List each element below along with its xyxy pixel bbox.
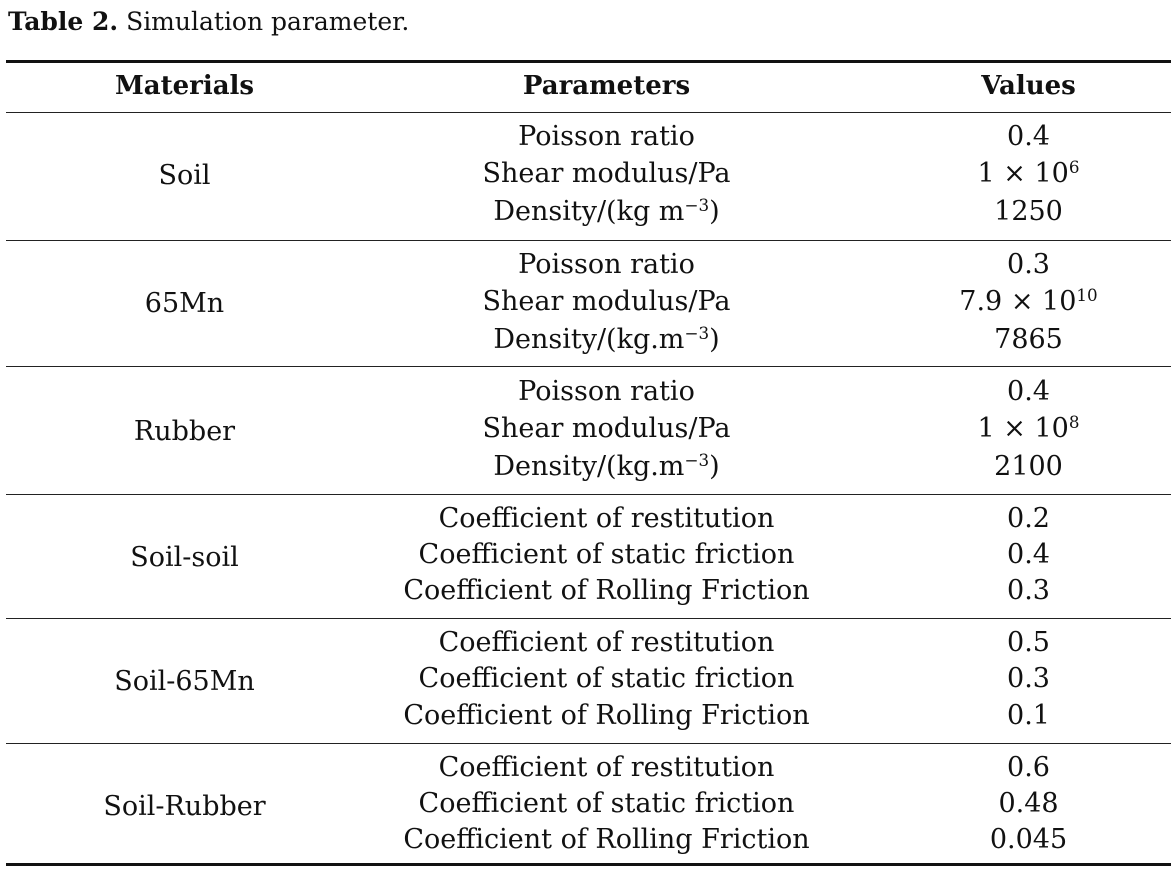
value-exponent: 8: [1068, 411, 1080, 432]
value-cell: [850, 411, 1173, 447]
parameter-cell: Coefficient of Rolling Friction: [403, 575, 810, 606]
parameter-cell: Shear modulus/Pa: [482, 158, 731, 189]
material-cell: Soil-soil: [130, 542, 239, 573]
parameter-cell: Coefficient of restitution: [438, 503, 775, 534]
value-cell: 0.3: [1007, 663, 1050, 694]
parameter-cell: [363, 449, 850, 485]
header-rule: [6, 112, 1171, 113]
parameter-tail: ): [709, 324, 720, 355]
header-materials: Materials: [114, 71, 255, 101]
material-cell: Soil-Rubber: [103, 791, 266, 822]
value-cell: 0.045: [989, 824, 1068, 855]
parameter-cell: Shear modulus/Pa: [482, 286, 731, 317]
parameter-cell: Poisson ratio: [518, 249, 695, 280]
value-base: 7.9 × 10: [959, 286, 1077, 317]
parameter-cell: Coefficient of restitution: [438, 752, 775, 783]
caption-text: Simulation parameter.: [126, 7, 410, 36]
group-rule: [6, 494, 1171, 495]
value-cell: 0.3: [1007, 575, 1050, 606]
parameter-base: Density/(kg.m: [493, 451, 685, 482]
table-group-soil-soil: [6, 500, 1171, 618]
value-cell: 7865: [994, 324, 1063, 355]
group-rule: [6, 618, 1171, 619]
parameter-cell: Coefficient of restitution: [438, 627, 775, 658]
value-cell: 0.4: [1007, 376, 1050, 407]
parameter-tail: ): [709, 451, 720, 482]
top-rule: [6, 60, 1171, 63]
group-rule: [6, 240, 1171, 241]
material-cell: Soil: [158, 160, 211, 191]
parameter-cell: Coefficient of Rolling Friction: [403, 824, 810, 855]
value-cell: [850, 156, 1173, 192]
parameter-base: Density/(kg.m: [493, 324, 685, 355]
value-exponent: 6: [1068, 156, 1080, 177]
table-group-65mn: [6, 246, 1171, 368]
parameter-cell: Poisson ratio: [518, 121, 695, 152]
table-caption: [8, 6, 409, 38]
value-cell: 0.48: [998, 788, 1059, 819]
value-cell: 0.3: [1007, 249, 1050, 280]
value-base: 1 × 10: [977, 158, 1069, 189]
parameter-exponent: −3: [684, 194, 710, 215]
value-cell: 2100: [994, 451, 1063, 482]
header-values: Values: [981, 71, 1076, 101]
caption-label: Table 2.: [8, 7, 119, 36]
value-base: 1 × 10: [977, 413, 1069, 444]
value-cell: 0.2: [1007, 503, 1050, 534]
parameter-cell: Coefficient of static friction: [418, 788, 795, 819]
value-cell: 0.4: [1007, 539, 1050, 570]
value-cell: 1250: [994, 196, 1063, 227]
table-group-soil: [6, 118, 1171, 240]
parameter-cell: Coefficient of static friction: [418, 663, 795, 694]
bottom-rule: [6, 863, 1171, 866]
parameter-cell: Poisson ratio: [518, 376, 695, 407]
parameter-cell: Shear modulus/Pa: [482, 413, 731, 444]
table-header-row: [6, 66, 1171, 110]
table-group-soil-65mn: [6, 624, 1171, 742]
header-parameters: Parameters: [522, 71, 691, 101]
group-rule: [6, 743, 1171, 744]
value-cell: 0.5: [1007, 627, 1050, 658]
value-cell: 0.6: [1007, 752, 1050, 783]
material-cell: Soil-65Mn: [114, 666, 255, 697]
value-cell: [850, 284, 1173, 320]
table-group-rubber: [6, 372, 1171, 494]
group-rule: [6, 366, 1171, 367]
material-cell: Rubber: [133, 416, 236, 447]
parameter-cell: [363, 194, 850, 230]
value-exponent: 10: [1076, 284, 1098, 305]
value-cell: 0.4: [1007, 121, 1050, 152]
material-cell: 65Mn: [144, 288, 225, 319]
parameter-exponent: −3: [684, 322, 710, 343]
parameter-exponent: −3: [684, 449, 710, 470]
parameter-cell: Coefficient of static friction: [418, 539, 795, 570]
value-cell: 0.1: [1007, 700, 1050, 731]
parameter-cell: [363, 322, 850, 358]
table-group-soil-rubber: [6, 749, 1171, 861]
parameter-cell: Coefficient of Rolling Friction: [403, 700, 810, 731]
parameter-tail: ): [709, 196, 720, 227]
parameter-base: Density/(kg m: [493, 196, 685, 227]
